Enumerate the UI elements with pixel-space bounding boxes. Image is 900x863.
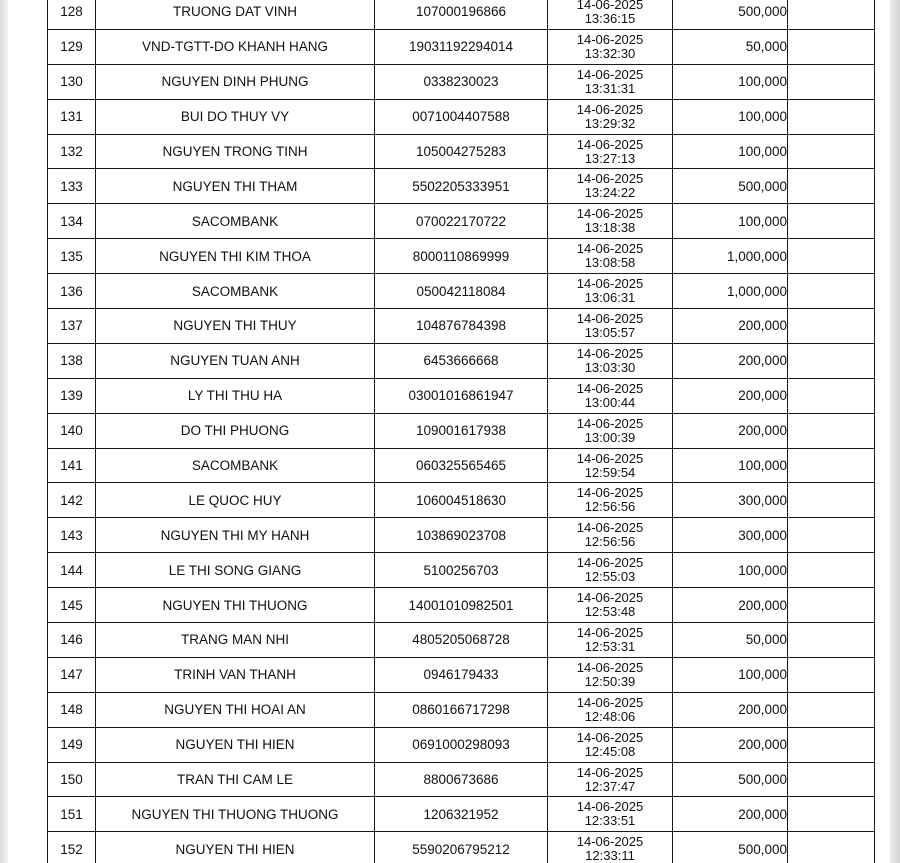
transaction-date: 14-06-2025 bbox=[576, 555, 644, 571]
account-number-cell: 0071004407588 bbox=[375, 99, 548, 134]
account-number-cell: 1206321952 bbox=[375, 797, 548, 832]
transaction-date: 14-06-2025 bbox=[576, 450, 644, 466]
table-row bbox=[48, 29, 875, 64]
table-row bbox=[48, 274, 875, 309]
row-number-cell: 128 bbox=[48, 0, 96, 29]
note-cell bbox=[788, 169, 875, 204]
row-number-cell: 133 bbox=[48, 169, 96, 204]
sender-name-cell: SACOMBANK bbox=[96, 448, 375, 483]
table-row bbox=[48, 64, 875, 99]
amount-cell: 100,000 bbox=[673, 99, 788, 134]
table-row bbox=[48, 727, 875, 762]
transaction-time: 13:27:13 bbox=[584, 150, 636, 166]
row-number-cell: 151 bbox=[48, 797, 96, 832]
left-page-gutter bbox=[0, 0, 8, 863]
row-number-cell: 145 bbox=[48, 588, 96, 623]
account-number-cell: 0860166717298 bbox=[375, 692, 548, 727]
row-number-cell: 137 bbox=[48, 309, 96, 344]
account-number-cell: 0338230023 bbox=[375, 64, 548, 99]
transaction-time: 12:56:56 bbox=[584, 499, 636, 515]
account-number-cell: 104876784398 bbox=[375, 309, 548, 344]
transaction-time: 12:53:31 bbox=[584, 638, 636, 654]
account-number-cell: 5100256703 bbox=[375, 553, 548, 588]
row-number-cell: 146 bbox=[48, 623, 96, 658]
transaction-time: 13:08:58 bbox=[584, 255, 636, 271]
amount-cell: 200,000 bbox=[673, 797, 788, 832]
transaction-date: 14-06-2025 bbox=[576, 624, 644, 640]
amount-cell: 200,000 bbox=[673, 413, 788, 448]
row-number-cell: 141 bbox=[48, 448, 96, 483]
transaction-date: 14-06-2025 bbox=[576, 380, 644, 396]
transaction-datetime-cell bbox=[548, 553, 673, 588]
sender-name-cell: TRUONG DAT VINH bbox=[96, 0, 375, 29]
transaction-datetime-cell bbox=[548, 518, 673, 553]
transaction-datetime-cell bbox=[548, 762, 673, 797]
transaction-date: 14-06-2025 bbox=[576, 276, 644, 292]
transaction-time: 13:00:44 bbox=[584, 394, 636, 410]
transaction-time: 13:32:30 bbox=[584, 45, 636, 61]
transaction-time: 13:05:57 bbox=[584, 324, 636, 340]
transaction-datetime-cell bbox=[548, 0, 673, 29]
transaction-time: 12:45:08 bbox=[584, 743, 636, 759]
transaction-date: 14-06-2025 bbox=[576, 659, 644, 675]
transaction-datetime-cell bbox=[548, 343, 673, 378]
amount-cell: 100,000 bbox=[673, 448, 788, 483]
transaction-datetime-cell bbox=[548, 204, 673, 239]
note-cell bbox=[788, 832, 875, 863]
transaction-date: 14-06-2025 bbox=[576, 729, 644, 745]
table-row bbox=[48, 657, 875, 692]
transaction-date: 14-06-2025 bbox=[576, 241, 644, 257]
note-cell bbox=[788, 204, 875, 239]
table-row bbox=[48, 204, 875, 239]
account-number-cell: 8000110869999 bbox=[375, 239, 548, 274]
transaction-time: 12:55:03 bbox=[584, 569, 636, 585]
transaction-time: 12:53:48 bbox=[584, 604, 636, 620]
note-cell bbox=[788, 762, 875, 797]
transaction-time: 12:50:39 bbox=[584, 673, 636, 689]
note-cell bbox=[788, 448, 875, 483]
note-cell bbox=[788, 99, 875, 134]
account-number-cell: 106004518630 bbox=[375, 483, 548, 518]
transaction-date: 14-06-2025 bbox=[576, 310, 644, 326]
sender-name-cell: NGUYEN THI MY HANH bbox=[96, 518, 375, 553]
table-row bbox=[48, 309, 875, 344]
transaction-datetime-cell bbox=[548, 657, 673, 692]
amount-cell: 100,000 bbox=[673, 134, 788, 169]
row-number-cell: 134 bbox=[48, 204, 96, 239]
transaction-date: 14-06-2025 bbox=[576, 415, 644, 431]
table-row bbox=[48, 99, 875, 134]
transaction-date: 14-06-2025 bbox=[576, 136, 644, 152]
sender-name-cell: NGUYEN THI KIM THOA bbox=[96, 239, 375, 274]
amount-cell: 200,000 bbox=[673, 727, 788, 762]
table-row bbox=[48, 588, 875, 623]
transaction-date: 14-06-2025 bbox=[576, 799, 644, 815]
right-scrollbar-track[interactable] bbox=[890, 0, 900, 863]
note-cell bbox=[788, 657, 875, 692]
note-cell bbox=[788, 623, 875, 658]
account-number-cell: 6453666668 bbox=[375, 343, 548, 378]
transaction-time: 13:06:31 bbox=[584, 290, 636, 306]
transaction-datetime-cell bbox=[548, 797, 673, 832]
transaction-datetime-cell bbox=[548, 413, 673, 448]
transaction-date: 14-06-2025 bbox=[576, 206, 644, 222]
transaction-date: 14-06-2025 bbox=[576, 345, 644, 361]
sender-name-cell: SACOMBANK bbox=[96, 204, 375, 239]
sender-name-cell: NGUYEN TRONG TINH bbox=[96, 134, 375, 169]
table-row bbox=[48, 797, 875, 832]
amount-cell: 100,000 bbox=[673, 204, 788, 239]
amount-cell: 50,000 bbox=[673, 29, 788, 64]
note-cell bbox=[788, 588, 875, 623]
account-number-cell: 5502205333951 bbox=[375, 169, 548, 204]
row-number-cell: 142 bbox=[48, 483, 96, 518]
sender-name-cell: DO THI PHUONG bbox=[96, 413, 375, 448]
row-number-cell: 129 bbox=[48, 29, 96, 64]
transaction-time: 13:31:31 bbox=[584, 80, 636, 96]
transaction-date: 14-06-2025 bbox=[576, 171, 644, 187]
table-row bbox=[48, 448, 875, 483]
transaction-datetime-cell bbox=[548, 692, 673, 727]
amount-cell: 100,000 bbox=[673, 657, 788, 692]
note-cell bbox=[788, 413, 875, 448]
amount-cell: 300,000 bbox=[673, 483, 788, 518]
transaction-time: 12:59:54 bbox=[584, 464, 636, 480]
note-cell bbox=[788, 0, 875, 29]
account-number-cell: 4805205068728 bbox=[375, 623, 548, 658]
table-row bbox=[48, 692, 875, 727]
transaction-date: 14-06-2025 bbox=[576, 31, 644, 47]
table-row bbox=[48, 239, 875, 274]
transaction-datetime-cell bbox=[548, 588, 673, 623]
transaction-datetime-cell bbox=[548, 483, 673, 518]
table-row bbox=[48, 343, 875, 378]
transaction-date: 14-06-2025 bbox=[576, 0, 644, 12]
account-number-cell: 050042118084 bbox=[375, 274, 548, 309]
row-number-cell: 136 bbox=[48, 274, 96, 309]
transaction-datetime-cell bbox=[548, 134, 673, 169]
table-row bbox=[48, 413, 875, 448]
account-number-cell: 109001617938 bbox=[375, 413, 548, 448]
sender-name-cell: NGUYEN THI THUONG THUONG bbox=[96, 797, 375, 832]
sender-name-cell: NGUYEN DINH PHUNG bbox=[96, 64, 375, 99]
table-row bbox=[48, 623, 875, 658]
sender-name-cell: TRAN THI CAM LE bbox=[96, 762, 375, 797]
transaction-date: 14-06-2025 bbox=[576, 834, 644, 850]
sender-name-cell: NGUYEN THI HIEN bbox=[96, 832, 375, 863]
transaction-time: 13:18:38 bbox=[584, 220, 636, 236]
table-row bbox=[48, 832, 875, 863]
transaction-time: 12:56:56 bbox=[584, 534, 636, 550]
amount-cell: 100,000 bbox=[673, 64, 788, 99]
amount-cell: 200,000 bbox=[673, 378, 788, 413]
row-number-cell: 139 bbox=[48, 378, 96, 413]
row-number-cell: 131 bbox=[48, 99, 96, 134]
ledger-body bbox=[48, 0, 875, 863]
account-number-cell: 8800673686 bbox=[375, 762, 548, 797]
sender-name-cell: VND-TGTT-DO KHANH HANG bbox=[96, 29, 375, 64]
note-cell bbox=[788, 797, 875, 832]
row-number-cell: 135 bbox=[48, 239, 96, 274]
amount-cell: 500,000 bbox=[673, 0, 788, 29]
sender-name-cell: NGUYEN THI HIEN bbox=[96, 727, 375, 762]
note-cell bbox=[788, 378, 875, 413]
row-number-cell: 147 bbox=[48, 657, 96, 692]
table-row bbox=[48, 518, 875, 553]
note-cell bbox=[788, 553, 875, 588]
transaction-time: 12:48:06 bbox=[584, 708, 636, 724]
amount-cell: 500,000 bbox=[673, 169, 788, 204]
row-number-cell: 143 bbox=[48, 518, 96, 553]
amount-cell: 50,000 bbox=[673, 623, 788, 658]
row-number-cell: 152 bbox=[48, 832, 96, 863]
account-number-cell: 105004275283 bbox=[375, 134, 548, 169]
account-number-cell: 070022170722 bbox=[375, 204, 548, 239]
row-number-cell: 138 bbox=[48, 343, 96, 378]
table-row bbox=[48, 553, 875, 588]
amount-cell: 200,000 bbox=[673, 309, 788, 344]
transaction-time: 12:33:11 bbox=[585, 848, 635, 863]
note-cell bbox=[788, 518, 875, 553]
note-cell bbox=[788, 309, 875, 344]
note-cell bbox=[788, 29, 875, 64]
transaction-date: 14-06-2025 bbox=[576, 694, 644, 710]
transaction-datetime-cell bbox=[548, 623, 673, 658]
table-row bbox=[48, 169, 875, 204]
amount-cell: 500,000 bbox=[673, 762, 788, 797]
row-number-cell: 148 bbox=[48, 692, 96, 727]
sender-name-cell: NGUYEN THI THUY bbox=[96, 309, 375, 344]
sender-name-cell: SACOMBANK bbox=[96, 274, 375, 309]
table-row bbox=[48, 378, 875, 413]
account-number-cell: 03001016861947 bbox=[375, 378, 548, 413]
account-number-cell: 060325565465 bbox=[375, 448, 548, 483]
table-row bbox=[48, 483, 875, 518]
amount-cell: 100,000 bbox=[673, 553, 788, 588]
sender-name-cell: NGUYEN TUAN ANH bbox=[96, 343, 375, 378]
transaction-datetime-cell bbox=[548, 169, 673, 204]
account-number-cell: 0946179433 bbox=[375, 657, 548, 692]
transaction-time: 13:36:15 bbox=[584, 10, 636, 26]
note-cell bbox=[788, 343, 875, 378]
transaction-date: 14-06-2025 bbox=[576, 101, 644, 117]
table-row bbox=[48, 0, 875, 29]
note-cell bbox=[788, 727, 875, 762]
transaction-datetime-cell bbox=[548, 727, 673, 762]
amount-cell: 200,000 bbox=[673, 343, 788, 378]
sender-name-cell: TRANG MAN NHI bbox=[96, 623, 375, 658]
account-number-cell: 0691000298093 bbox=[375, 727, 548, 762]
table-row bbox=[48, 134, 875, 169]
amount-cell: 300,000 bbox=[673, 518, 788, 553]
amount-cell: 1,000,000 bbox=[673, 274, 788, 309]
transaction-datetime-cell bbox=[548, 448, 673, 483]
transaction-datetime-cell bbox=[548, 309, 673, 344]
note-cell bbox=[788, 483, 875, 518]
note-cell bbox=[788, 134, 875, 169]
transaction-date: 14-06-2025 bbox=[576, 485, 644, 501]
transaction-datetime-cell bbox=[548, 64, 673, 99]
sender-name-cell: TRINH VAN THANH bbox=[96, 657, 375, 692]
amount-cell: 200,000 bbox=[673, 692, 788, 727]
row-number-cell: 140 bbox=[48, 413, 96, 448]
transaction-datetime-cell bbox=[548, 99, 673, 134]
account-number-cell: 5590206795212 bbox=[375, 832, 548, 863]
transaction-datetime-cell bbox=[548, 378, 673, 413]
table-row bbox=[48, 762, 875, 797]
sender-name-cell: NGUYEN THI HOAI AN bbox=[96, 692, 375, 727]
sender-name-cell: LE THI SONG GIANG bbox=[96, 553, 375, 588]
amount-cell: 200,000 bbox=[673, 588, 788, 623]
sender-name-cell: BUI DO THUY VY bbox=[96, 99, 375, 134]
row-number-cell: 144 bbox=[48, 553, 96, 588]
account-number-cell: 14001010982501 bbox=[375, 588, 548, 623]
amount-cell: 500,000 bbox=[673, 832, 788, 863]
sender-name-cell: NGUYEN THI THUONG bbox=[96, 588, 375, 623]
transaction-time: 12:33:51 bbox=[584, 813, 636, 829]
transaction-date: 14-06-2025 bbox=[576, 66, 644, 82]
row-number-cell: 132 bbox=[48, 134, 96, 169]
row-number-cell: 150 bbox=[48, 762, 96, 797]
transaction-time: 13:00:39 bbox=[584, 429, 636, 445]
sender-name-cell: LY THI THU HA bbox=[96, 378, 375, 413]
transaction-time: 13:03:30 bbox=[584, 359, 636, 375]
sender-name-cell: NGUYEN THI THAM bbox=[96, 169, 375, 204]
note-cell bbox=[788, 64, 875, 99]
transaction-date: 14-06-2025 bbox=[576, 764, 644, 780]
note-cell bbox=[788, 239, 875, 274]
transaction-date: 14-06-2025 bbox=[576, 520, 644, 536]
transaction-datetime-cell bbox=[548, 832, 673, 863]
transaction-datetime-cell bbox=[548, 274, 673, 309]
account-number-cell: 103869023708 bbox=[375, 518, 548, 553]
account-number-cell: 107000196866 bbox=[375, 0, 548, 29]
amount-cell: 1,000,000 bbox=[673, 239, 788, 274]
account-number-cell: 19031192294014 bbox=[375, 29, 548, 64]
donation-ledger-table bbox=[47, 0, 875, 863]
transaction-time: 12:37:47 bbox=[584, 778, 636, 794]
transaction-date: 14-06-2025 bbox=[576, 590, 644, 606]
transaction-datetime-cell bbox=[548, 29, 673, 64]
sender-name-cell: LE QUOC HUY bbox=[96, 483, 375, 518]
transaction-time: 13:24:22 bbox=[584, 185, 636, 201]
row-number-cell: 149 bbox=[48, 727, 96, 762]
transaction-time: 13:29:32 bbox=[584, 115, 636, 131]
note-cell bbox=[788, 274, 875, 309]
transaction-datetime-cell bbox=[548, 239, 673, 274]
row-number-cell: 130 bbox=[48, 64, 96, 99]
note-cell bbox=[788, 692, 875, 727]
